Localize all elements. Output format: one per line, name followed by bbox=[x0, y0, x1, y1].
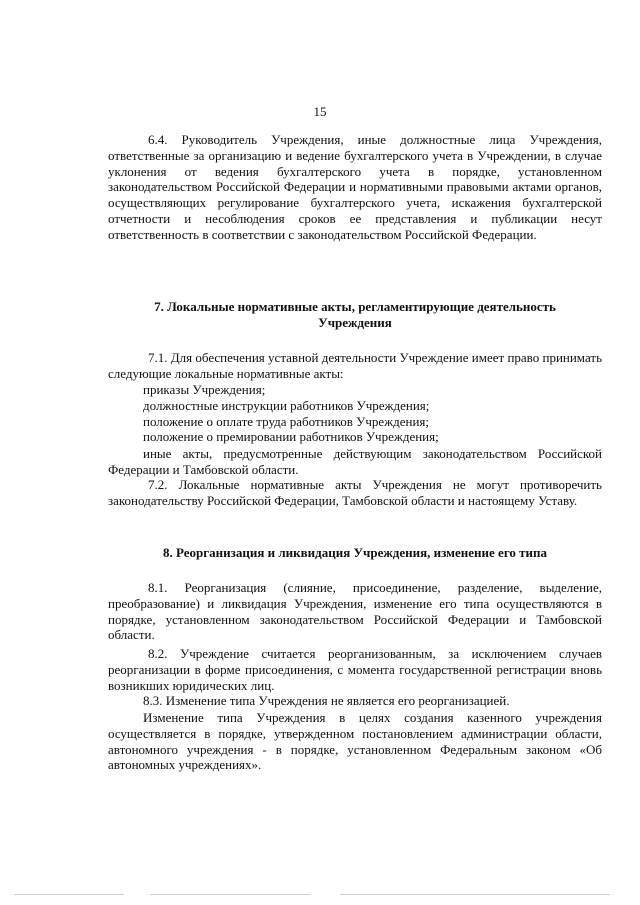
list-item: положение о оплате труда работников Учреждения; bbox=[143, 413, 430, 429]
section-7-heading-line-1: 7. Локальные нормативные акты, регламентирующие деятельность bbox=[154, 299, 556, 314]
other-acts-item: иные акты, предусмотренные действующим законодательством Российской Федерации и Тамбовской области. bbox=[108, 446, 602, 477]
section-7-heading bbox=[108, 299, 602, 331]
scan-artifact-line bbox=[14, 894, 124, 895]
scan-artifact-line bbox=[150, 894, 310, 895]
paragraph-8-3-continued: Изменение типа Учреждения в целях создания казенного учреждения осуществляется в порядке, утвержденном постановлением администрации области, автономного учреждения - в порядке, установленном Федеральным законом «Об автономных учреждениях». bbox=[108, 710, 602, 773]
paragraph-8-1: 8.1. Реорганизация (слияние, присоединение, разделение, выделение, преобразование) и ликвидация Учреждения, изменение его типа осуществляются в порядке, установленном законодательством Российской Федерации и Тамбовской области. bbox=[108, 580, 602, 643]
paragraph-8-3: 8.3. Изменение типа Учреждения не является его реорганизацией. bbox=[143, 693, 510, 708]
list-item: должностные инструкции работников Учреждения; bbox=[143, 397, 430, 413]
paragraph-8-2: 8.2. Учреждение считается реорганизованным, за исключением случаев реорганизации в форме присоединения, с момента государственной регистрации вновь возникших юридических лиц. bbox=[108, 646, 602, 693]
paragraph-7-1: 7.1. Для обеспечения уставной деятельности Учреждение имеет право принимать следующие локальные нормативные акты: bbox=[108, 350, 602, 381]
acts-list bbox=[143, 382, 602, 445]
paragraph-7-2: 7.2. Локальные нормативные акты Учреждения не могут противоречить законодательству Российской Федерации, Тамбовской области и настоящему Уставу. bbox=[108, 477, 602, 508]
paragraph-6-4: 6.4. Руководитель Учреждения, иные должностные лица Учреждения, ответственные за организацию и ведение бухгалтерского учета в Учреждении, в случае уклонения от ведения бухгалтерского учета в порядке, установленном законодательством Российской Федерации и нормативными правовыми актами органов, осуществляющих регулирование бухгалтерского учета, искажения бухгалтерской отчетности и несоблюдения сроков ее представления и публикации несут ответственность в соответствии с законодательством Российской Федерации. bbox=[108, 132, 602, 242]
section-8-heading: 8. Реорганизация и ликвидация Учреждения, изменение его типа bbox=[162, 545, 548, 560]
scan-artifact-line bbox=[340, 894, 610, 895]
section-7-heading-line-2: Учреждения bbox=[318, 315, 392, 330]
page-number: 15 bbox=[313, 104, 327, 119]
list-item: приказы Учреждения; bbox=[143, 382, 266, 397]
list-item: положение о премировании работников Учреждения; bbox=[143, 429, 439, 445]
